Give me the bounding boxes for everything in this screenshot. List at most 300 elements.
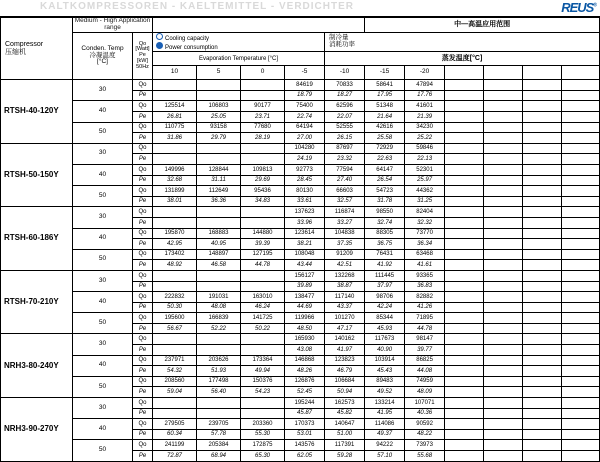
pe-value	[484, 260, 523, 271]
qo-value	[241, 334, 285, 345]
qo-value: 106684	[325, 376, 365, 387]
qo-value: 70833	[325, 80, 365, 91]
pe-value	[523, 281, 562, 292]
frequency-label: 50Hz	[136, 63, 149, 70]
pe-value	[562, 217, 600, 228]
pe-value: 48.50	[285, 323, 325, 334]
pe-label: Pe	[133, 302, 153, 313]
pe-value: 36.36	[197, 196, 241, 207]
qo-value	[523, 80, 562, 91]
qo-value	[562, 228, 600, 239]
pe-value: 59.04	[153, 387, 197, 398]
pe-value	[562, 451, 600, 462]
pe-value	[153, 408, 197, 419]
cond-temp-cn: 冷凝温度	[89, 51, 116, 59]
condensing-temp-value: 30	[73, 270, 133, 291]
pe-value	[445, 133, 484, 144]
pe-value	[562, 408, 600, 419]
qo-value	[523, 101, 562, 112]
qo-value: 93365	[405, 270, 445, 281]
temp-col-1: 5	[197, 66, 241, 80]
pe-value: 18.79	[285, 90, 325, 101]
pe-value	[484, 133, 523, 144]
pe-value: 55.68	[405, 451, 445, 462]
qo-value	[484, 334, 523, 345]
pe-value: 51.93	[197, 366, 241, 377]
pe-value: 53.01	[285, 429, 325, 440]
qo-value	[197, 143, 241, 154]
qo-value	[241, 270, 285, 281]
qo-value: 92773	[285, 164, 325, 175]
pe-value	[241, 217, 285, 228]
qo-value: 72929	[365, 143, 405, 154]
qo-value	[445, 207, 484, 218]
pe-value: 32.74	[365, 217, 405, 228]
condensing-temp-value: 40	[73, 355, 133, 376]
qo-value: 66603	[325, 186, 365, 197]
qo-value: 128844	[197, 164, 241, 175]
qo-value	[562, 313, 600, 324]
qo-value: 98550	[365, 207, 405, 218]
qo-value: 44362	[405, 186, 445, 197]
pe-value	[523, 451, 562, 462]
pe-value: 48.92	[153, 260, 197, 271]
qo-value	[484, 398, 523, 409]
qo-value: 89483	[365, 376, 405, 387]
table-row	[1, 334, 600, 345]
qo-value: 279505	[153, 419, 197, 430]
qo-value	[562, 376, 600, 387]
legend-en	[153, 32, 325, 52]
qo-value	[523, 376, 562, 387]
qo-value	[562, 164, 600, 175]
qo-value: 166839	[197, 313, 241, 324]
qo-value	[484, 376, 523, 387]
pe-value: 50.22	[241, 323, 285, 334]
qo-value: 141725	[241, 313, 285, 324]
qo-value: 85344	[365, 313, 405, 324]
pe-value	[562, 281, 600, 292]
table-row	[1, 101, 600, 112]
pe-value: 43.37	[325, 302, 365, 313]
pe-value: 31.11	[197, 175, 241, 186]
pe-value	[562, 302, 600, 313]
qo-value	[197, 334, 241, 345]
pe-value: 59.28	[325, 451, 365, 462]
pe-value	[445, 302, 484, 313]
qo-value: 74959	[405, 376, 445, 387]
condensing-temp-value: 40	[73, 101, 133, 122]
qo-label: Qo	[133, 207, 153, 218]
pe-label: Pe	[133, 133, 153, 144]
qo-value: 82882	[405, 292, 445, 303]
qo-value: 117140	[325, 292, 365, 303]
pe-value	[523, 239, 562, 250]
compressor-header-cn: 压缩机	[5, 48, 26, 56]
table-row	[1, 207, 600, 218]
pe-value	[445, 239, 484, 250]
temp-col-0: 10	[153, 66, 197, 80]
qo-value	[562, 186, 600, 197]
pe-value: 38.87	[325, 281, 365, 292]
pe-value: 33.61	[285, 196, 325, 207]
qo-value	[484, 419, 523, 430]
pe-value: 42.95	[153, 239, 197, 250]
pe-value: 41.95	[365, 408, 405, 419]
pe-value	[445, 408, 484, 419]
qo-value: 62596	[325, 101, 365, 112]
qo-label: Qo	[133, 228, 153, 239]
condensing-temp-value: 50	[73, 186, 133, 207]
temp-col-9	[523, 66, 562, 80]
qo-value	[241, 207, 285, 218]
pe-value	[523, 260, 562, 271]
pe-value	[241, 90, 285, 101]
pe-value	[523, 366, 562, 377]
pe-value	[445, 366, 484, 377]
temp-col-3: -5	[285, 66, 325, 80]
condensing-temp-header	[73, 32, 133, 80]
qo-value: 195870	[153, 228, 197, 239]
pe-value: 36.83	[405, 281, 445, 292]
pe-value: 41.92	[365, 260, 405, 271]
qo-value	[445, 398, 484, 409]
pe-value: 26.15	[325, 133, 365, 144]
pe-value: 55.30	[241, 429, 285, 440]
brand-logo: REUS®	[561, 0, 596, 15]
qo-value	[445, 376, 484, 387]
pe-value	[523, 345, 562, 356]
qo-value: 140647	[325, 419, 365, 430]
condensing-temp-value: 30	[73, 334, 133, 355]
pe-value: 17.76	[405, 90, 445, 101]
temp-col-5: -15	[365, 66, 405, 80]
qo-value: 108048	[285, 249, 325, 260]
pe-value	[445, 429, 484, 440]
qo-value: 82404	[405, 207, 445, 218]
qo-value	[523, 164, 562, 175]
qo-value: 58641	[365, 80, 405, 91]
pe-value: 22.07	[325, 112, 365, 123]
pe-value: 60.34	[153, 429, 197, 440]
qo-value	[484, 164, 523, 175]
compressor-header-en: Compressor	[5, 41, 44, 49]
qo-value: 117391	[325, 440, 365, 451]
pe-value: 62.05	[285, 451, 325, 462]
pe-value: 46.58	[197, 260, 241, 271]
qo-label: Qo	[133, 419, 153, 430]
pe-label: Pe	[133, 451, 153, 462]
pe-value	[523, 408, 562, 419]
qo-value	[484, 228, 523, 239]
qo-value: 222832	[153, 292, 197, 303]
table-row	[1, 292, 600, 303]
pe-value: 41.26	[405, 302, 445, 313]
qo-value: 173402	[153, 249, 197, 260]
qo-value: 101270	[325, 313, 365, 324]
pe-value: 48.22	[405, 429, 445, 440]
qo-value: 149996	[153, 164, 197, 175]
pe-value	[484, 451, 523, 462]
pe-value	[562, 196, 600, 207]
qo-value	[523, 249, 562, 260]
pe-label: Pe	[133, 239, 153, 250]
qo-label: Qo	[133, 376, 153, 387]
pe-value: 39.39	[241, 239, 285, 250]
pe-value	[562, 323, 600, 334]
pe-value: 34.83	[241, 196, 285, 207]
qo-value	[523, 292, 562, 303]
range-label-en-2	[153, 18, 365, 33]
qo-value	[523, 440, 562, 451]
pe-value	[197, 90, 241, 101]
pe-value: 25.58	[365, 133, 405, 144]
qo-value	[523, 334, 562, 345]
qo-value: 126876	[285, 376, 325, 387]
pe-value: 33.96	[285, 217, 325, 228]
pe-value: 33.27	[325, 217, 365, 228]
pe-value: 38.21	[285, 239, 325, 250]
pe-value: 36.75	[365, 239, 405, 250]
pe-value	[562, 366, 600, 377]
qo-value: 156127	[285, 270, 325, 281]
pe-value	[523, 323, 562, 334]
qo-value	[523, 419, 562, 430]
qo-value	[484, 440, 523, 451]
pe-value: 50.94	[325, 387, 365, 398]
qo-value	[484, 122, 523, 133]
pe-value	[484, 281, 523, 292]
pe-value: 56.67	[153, 323, 197, 334]
qo-value: 75400	[285, 101, 325, 112]
qo-value	[562, 207, 600, 218]
pe-value: 54.32	[153, 366, 197, 377]
pe-value	[241, 154, 285, 165]
qo-value: 52301	[405, 164, 445, 175]
qo-value: 98147	[405, 334, 445, 345]
legend-cooling-en: Cooling capacity	[153, 33, 324, 42]
pe-value: 46.79	[325, 366, 365, 377]
qo-value: 138477	[285, 292, 325, 303]
qo-value: 47894	[405, 80, 445, 91]
qo-value: 107071	[405, 398, 445, 409]
qo-value: 170373	[285, 419, 325, 430]
qo-value	[445, 292, 484, 303]
pe-value: 45.87	[285, 408, 325, 419]
temp-col-8	[484, 66, 523, 80]
qo-value: 106803	[197, 101, 241, 112]
qo-label: Qo	[133, 292, 153, 303]
pe-label: Pe	[133, 90, 153, 101]
qo-value	[445, 143, 484, 154]
pe-value	[445, 260, 484, 271]
pe-value: 27.40	[325, 175, 365, 186]
table-row	[1, 355, 600, 366]
qo-value	[153, 207, 197, 218]
pe-value	[562, 429, 600, 440]
qo-value	[562, 398, 600, 409]
qo-value: 98706	[365, 292, 405, 303]
condensing-temp-value: 50	[73, 313, 133, 334]
qo-value	[562, 270, 600, 281]
pe-value: 49.94	[241, 366, 285, 377]
qo-label: Qo	[133, 143, 153, 154]
pe-value	[445, 345, 484, 356]
qo-value	[197, 270, 241, 281]
compressor-header-cell	[1, 18, 73, 80]
pe-value	[484, 217, 523, 228]
cond-temp-unit: [°C]	[97, 58, 108, 66]
pe-value: 31.86	[153, 133, 197, 144]
condensing-temp-value: 40	[73, 419, 133, 440]
pe-value	[523, 133, 562, 144]
condensing-temp-value: 40	[73, 164, 133, 185]
qo-value: 76431	[365, 249, 405, 260]
qo-value: 90177	[241, 101, 285, 112]
pe-value	[153, 217, 197, 228]
qo-value	[523, 122, 562, 133]
pe-value	[523, 429, 562, 440]
pe-value: 31.25	[405, 196, 445, 207]
temp-col-4: -10	[325, 66, 365, 80]
pe-value: 36.34	[405, 239, 445, 250]
qo-value	[445, 101, 484, 112]
qo-value	[484, 80, 523, 91]
qo-value: 104280	[285, 143, 325, 154]
qo-value: 203626	[197, 355, 241, 366]
trademark-symbol: ®	[593, 2, 596, 9]
pe-value	[562, 387, 600, 398]
qo-value	[445, 355, 484, 366]
qo-value	[445, 122, 484, 133]
qo-value	[445, 80, 484, 91]
pe-value	[241, 408, 285, 419]
pe-value	[562, 260, 600, 271]
pe-value: 40.95	[197, 239, 241, 250]
qo-value	[445, 186, 484, 197]
pe-value: 68.94	[197, 451, 241, 462]
qo-value	[562, 143, 600, 154]
qo-value: 131899	[153, 186, 197, 197]
qo-value: 117673	[365, 334, 405, 345]
qo-label: Qo	[133, 270, 153, 281]
pe-value: 57.78	[197, 429, 241, 440]
pe-value: 29.79	[197, 133, 241, 144]
qo-value: 110775	[153, 122, 197, 133]
pe-label: Pe	[133, 345, 153, 356]
qo-value: 123614	[285, 228, 325, 239]
table-row	[1, 419, 600, 430]
table-row	[1, 122, 600, 133]
qo-value	[153, 334, 197, 345]
pe-value	[484, 323, 523, 334]
qo-value: 95436	[241, 186, 285, 197]
pe-label: Pe	[133, 429, 153, 440]
pe-value: 37.97	[365, 281, 405, 292]
pe-value	[484, 302, 523, 313]
qo-value	[523, 186, 562, 197]
qo-unit-label: Qo [Watt]	[135, 40, 150, 53]
qo-value	[153, 143, 197, 154]
table-row	[1, 228, 600, 239]
qo-value: 148897	[197, 249, 241, 260]
range-label-en: Medium - High Application range	[73, 18, 153, 33]
table-row	[1, 164, 600, 175]
pe-value: 49.52	[365, 387, 405, 398]
qo-value: 195244	[285, 398, 325, 409]
pe-value: 45.43	[365, 366, 405, 377]
pe-value: 50.30	[153, 302, 197, 313]
qo-label: Qo	[133, 101, 153, 112]
condensing-temp-value: 30	[73, 80, 133, 101]
pe-value	[523, 154, 562, 165]
pe-value: 38.01	[153, 196, 197, 207]
qo-value	[241, 80, 285, 91]
qo-value: 88305	[365, 228, 405, 239]
pe-value	[484, 345, 523, 356]
condensing-temp-value: 30	[73, 207, 133, 228]
condensing-temp-value: 30	[73, 398, 133, 419]
qo-value	[484, 313, 523, 324]
pe-value	[153, 154, 197, 165]
cooling-capacity-icon	[156, 33, 163, 40]
table-body	[1, 80, 600, 461]
pe-value	[484, 90, 523, 101]
pe-label: Pe	[133, 112, 153, 123]
pe-value	[241, 281, 285, 292]
pe-value: 49.37	[365, 429, 405, 440]
qo-value: 116874	[325, 207, 365, 218]
qo-value: 109813	[241, 164, 285, 175]
pe-value: 28.19	[241, 133, 285, 144]
pe-label: Pe	[133, 387, 153, 398]
pe-value	[523, 175, 562, 186]
qo-value	[484, 207, 523, 218]
qo-value	[484, 249, 523, 260]
temp-col-10	[562, 66, 600, 80]
pe-value: 22.74	[285, 112, 325, 123]
temp-col-7	[445, 66, 484, 80]
condensing-temp-value: 30	[73, 143, 133, 164]
pe-value: 43.44	[285, 260, 325, 271]
pe-value: 46.24	[241, 302, 285, 313]
qo-value: 177498	[197, 376, 241, 387]
qo-label: Qo	[133, 186, 153, 197]
pe-value: 45.82	[325, 408, 365, 419]
compressor-model-cell: RTSH-70-210Y	[1, 270, 73, 334]
condensing-temp-value: 40	[73, 292, 133, 313]
pe-value: 32.57	[325, 196, 365, 207]
pe-value	[523, 387, 562, 398]
pe-value: 54.23	[241, 387, 285, 398]
qo-value: 54723	[365, 186, 405, 197]
pe-value: 44.78	[405, 323, 445, 334]
qo-value	[241, 398, 285, 409]
pe-value: 37.35	[325, 239, 365, 250]
qo-label: Qo	[133, 164, 153, 175]
pe-value	[445, 323, 484, 334]
qo-value	[197, 398, 241, 409]
qo-value: 103914	[365, 355, 405, 366]
qo-value: 86825	[405, 355, 445, 366]
pe-value	[523, 112, 562, 123]
qo-value	[197, 207, 241, 218]
qo-value	[153, 80, 197, 91]
pe-value	[562, 345, 600, 356]
pe-value: 21.64	[365, 112, 405, 123]
qo-value: 63468	[405, 249, 445, 260]
qo-value: 104838	[325, 228, 365, 239]
